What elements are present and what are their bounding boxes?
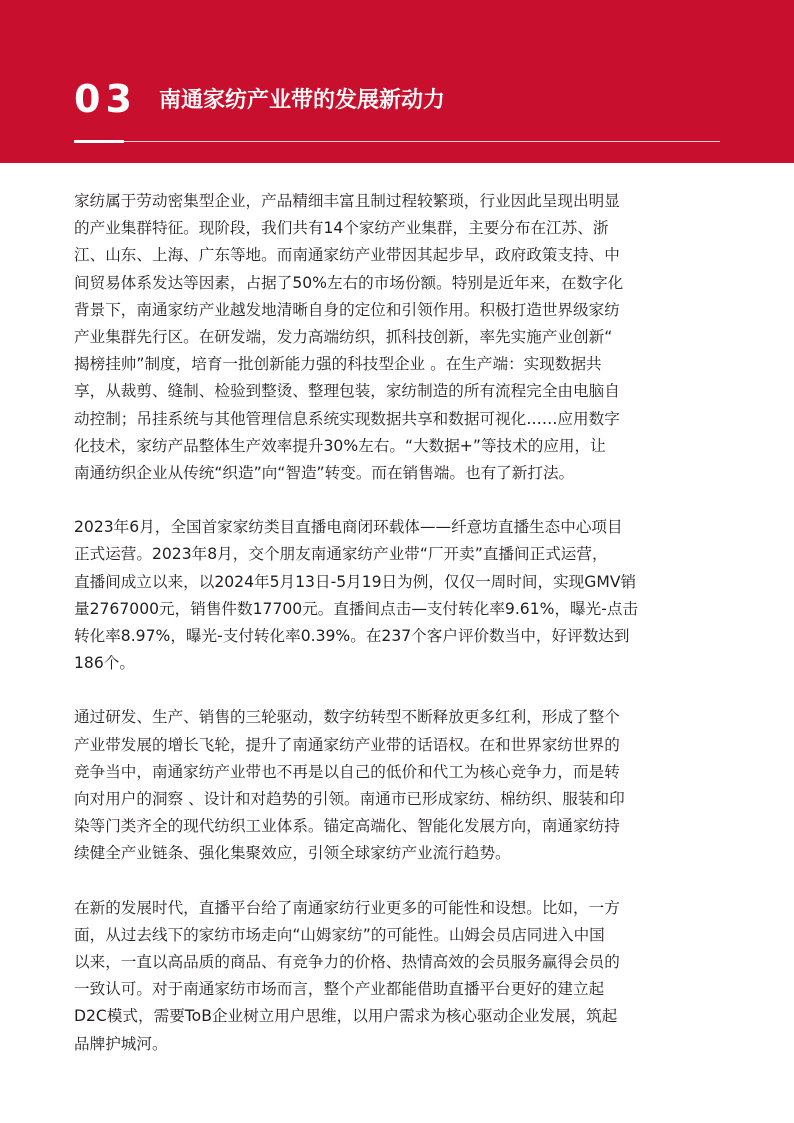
text-line: 转化率8.97%，曝光-支付转化率0.39%。在237个客户评价数当中，好评数达到	[74, 627, 630, 646]
text-line: 向对用户的洞察 、设计和对趋势的引领。南通市已形成家纺、棉纺织、服装和印	[74, 790, 625, 809]
text-line: 186个。	[74, 654, 135, 673]
text-line: 江、山东、上海、广东等地。而南通家纺产业带因其起步早，政府政策支持、中	[74, 246, 620, 265]
header-accent-rule	[74, 140, 124, 143]
text-line: 染等门类齐全的现代纺织工业体系。锚定高端化、智能化发展方向，南通家纺持	[74, 817, 620, 836]
text-line: 动控制；吊挂系统与其他管理信息系统实现数据共享和数据可视化……应用数字	[74, 409, 620, 428]
paragraph-2	[74, 514, 720, 677]
text-line: 产业集群先行区。在研发端，发力高端纺织，抓科技创新，率先实施产业创新“	[74, 328, 613, 347]
paragraph-1	[74, 188, 720, 487]
text-line: 南通纺织企业从传统“织造”向“智造”转变。而在销售端。也有了新打法。	[74, 464, 575, 483]
paragraph-3	[74, 704, 720, 867]
text-line: 背景下，南通家纺产业越发地清晰自身的定位和引领作用。积极打造世界级家纺	[74, 300, 620, 319]
text-line: 正式运营。2023年8月，交个朋友南通家纺产业带“厂开卖”直播间正式运营，	[74, 545, 608, 564]
text-line: 间贸易体系发达等因素，占据了50%左右的市场份额。特别是近年来，在数字化	[74, 273, 624, 292]
section-header-banner	[0, 0, 794, 163]
header-divider-line	[124, 141, 720, 142]
text-line: 以来，一直以高品质的商品、有竞争力的价格、热情高效的会员服务赢得会员的	[74, 953, 620, 972]
text-line: 量2767000元，销售件数17700元。直播间点击—支付转化率9.61%，曝光-点击	[74, 599, 639, 618]
text-line: 家纺属于劳动密集型企业，产品精细丰富且制过程较繁琐，行业因此呈现出明显	[74, 192, 620, 210]
text-line: 揭榜挂帅”制度，培育一批创新能力强的科技型企业 。在生产端：实现数据共	[74, 355, 602, 374]
text-line: 2023年6月，全国首家家纺类目直播电商闭环载体——纤意坊直播生态中心项目	[74, 518, 623, 537]
text-line: 享，从裁剪、缝制、检验到整烫、整理包装，家纺制造的所有流程完全由电脑自	[74, 382, 620, 401]
text-line: 续健全产业链条、强化集聚效应，引领全球家纺产业流行趋势。	[74, 844, 511, 863]
paragraph-4	[74, 895, 720, 1058]
section-number: 03	[74, 77, 137, 121]
text-line: 竞争当中，南通家纺产业带也不再是以自己的低价和代工为核心竞争力，而是转	[74, 762, 620, 781]
article-body	[74, 188, 720, 1085]
text-line: 产业带发展的增长飞轮，提升了南通家纺产业带的话语权。在和世界家纺世界的	[74, 735, 620, 754]
text-line: 品牌护城河。	[74, 1034, 168, 1053]
text-line: 通过研发、生产、销售的三轮驱动，数字纺转型不断释放更多红利，形成了整个	[74, 708, 620, 727]
text-line: 一致认可。对于南通家纺市场而言，整个产业都能借助直播平台更好的建立起	[74, 980, 605, 999]
text-line: 面，从过去线下的家纺市场走向“山姆家纺”的可能性。山姆会员店同进入中国	[74, 925, 605, 944]
text-line: 的产业集群特征。现阶段，我们共有14个家纺产业集群，主要分布在江苏、浙	[74, 219, 609, 238]
text-line: 化技术，家纺产品整体生产效率提升30%左右。“大数据+”等技术的应用，让	[74, 436, 606, 455]
text-line: D2C模式，需要ToB企业树立用户思维，以用户需求为核心驱动企业发展，筑起	[74, 1007, 618, 1026]
text-line: 直播间成立以来，以2024年5月13日-5月19日为例，仅仅一周时间，实现GMV销	[74, 572, 637, 591]
section-title: 南通家纺产业带的发展新动力	[159, 88, 446, 113]
text-line: 在新的发展时代，直播平台给了南通家纺行业更多的可能性和设想。比如，一方	[74, 898, 620, 917]
